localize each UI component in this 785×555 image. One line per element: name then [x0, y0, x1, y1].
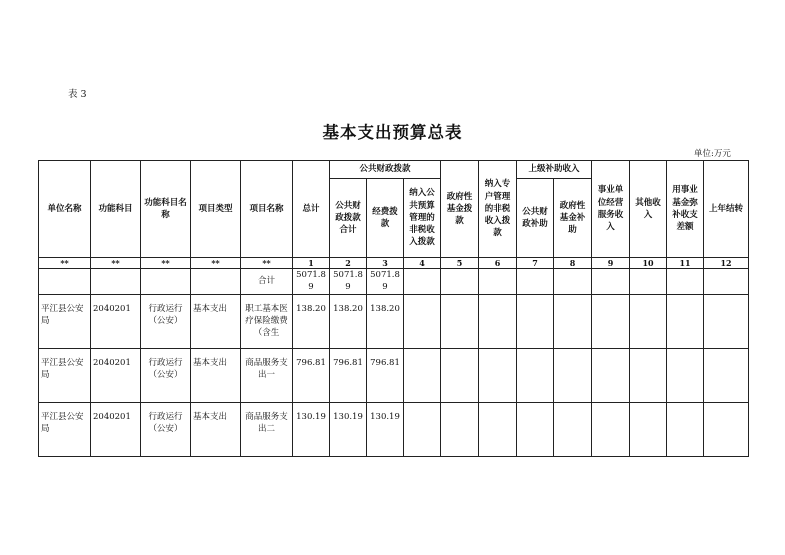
- index-cell: **: [241, 258, 293, 269]
- table-number-label: 表 3: [68, 89, 87, 100]
- empty-cell: [704, 348, 749, 402]
- header-fund-balance: 用事业基金弥补收支差额: [667, 161, 704, 258]
- empty-cell: [404, 294, 441, 348]
- header-superior-subsidy-group: 上级补助收入: [517, 161, 592, 179]
- item-name-cell: [241, 402, 293, 456]
- index-row: [39, 258, 749, 269]
- func-subject-cell: 2040201: [91, 402, 141, 456]
- index-cell: 11: [667, 258, 704, 269]
- empty-cell: [592, 269, 630, 295]
- total-operating-funds: 5071.89: [367, 269, 404, 295]
- empty-cell: [630, 402, 667, 456]
- empty-cell: [517, 269, 554, 295]
- empty-cell: [704, 402, 749, 456]
- func-subject-name-cell: 行政运行（公安）: [141, 294, 191, 348]
- item-type-cell: 基本支出: [191, 402, 241, 456]
- operating-funds-cell: 138.20: [367, 294, 404, 348]
- header-total: 总计: [293, 161, 330, 258]
- header-carryover: 上年结转: [704, 161, 749, 258]
- item-name-text: 职工基本医疗保险缴费（含生: [245, 303, 288, 339]
- total-label: 合计: [241, 269, 293, 295]
- empty-cell: [667, 348, 704, 402]
- empty-cell: [517, 294, 554, 348]
- empty-cell: [704, 269, 749, 295]
- func-subject-name-cell: 行政运行（公安）: [141, 402, 191, 456]
- operating-funds-cell: 130.19: [367, 402, 404, 456]
- empty-cell: [630, 294, 667, 348]
- empty-cell: [191, 269, 241, 295]
- total-value: 5071.89: [293, 269, 330, 295]
- item-type-cell: 基本支出: [191, 348, 241, 402]
- total-cell: 130.19: [293, 402, 330, 456]
- item-name-text: 商品服务支出二: [245, 411, 288, 434]
- total-cell: 138.20: [293, 294, 330, 348]
- header-item-type: 项目类型: [191, 161, 241, 258]
- empty-cell: [554, 269, 592, 295]
- item-name-cell: [241, 348, 293, 402]
- header-unit-name: 单位名称: [39, 161, 91, 258]
- empty-cell: [91, 269, 141, 295]
- empty-cell: [517, 402, 554, 456]
- empty-cell: [630, 348, 667, 402]
- empty-cell: [592, 348, 630, 402]
- func-subject-cell: 2040201: [91, 294, 141, 348]
- index-cell: **: [91, 258, 141, 269]
- empty-cell: [630, 269, 667, 295]
- index-cell: **: [141, 258, 191, 269]
- header-item-name: 项目名称: [241, 161, 293, 258]
- header-other-income: 其他收入: [630, 161, 667, 258]
- empty-cell: [479, 402, 517, 456]
- index-cell: 12: [704, 258, 749, 269]
- unit-name-cell: 平江县公安局: [39, 402, 91, 456]
- empty-cell: [441, 348, 479, 402]
- empty-cell: [554, 402, 592, 456]
- index-cell: 6: [479, 258, 517, 269]
- empty-cell: [667, 294, 704, 348]
- index-cell: **: [39, 258, 91, 269]
- empty-cell: [667, 269, 704, 295]
- table-row: [39, 402, 749, 456]
- empty-cell: [441, 294, 479, 348]
- empty-cell: [479, 294, 517, 348]
- unit-name-cell: 平江县公安局: [39, 348, 91, 402]
- empty-cell: [667, 402, 704, 456]
- empty-cell: [441, 269, 479, 295]
- unit-name-cell: 平江县公安局: [39, 294, 91, 348]
- empty-cell: [441, 402, 479, 456]
- empty-cell: [554, 348, 592, 402]
- empty-cell: [554, 294, 592, 348]
- index-cell: 4: [404, 258, 441, 269]
- header-public-fiscal-group: 公共财政拨款: [330, 161, 441, 179]
- header-row-1: [39, 161, 749, 179]
- public-fiscal-cell: 138.20: [330, 294, 367, 348]
- header-gov-fund: 政府性基金拨款: [441, 161, 479, 258]
- index-cell: 7: [517, 258, 554, 269]
- table-row: [39, 348, 749, 402]
- operating-funds-cell: 796.81: [367, 348, 404, 402]
- index-cell: 3: [367, 258, 404, 269]
- public-fiscal-cell: 130.19: [330, 402, 367, 456]
- header-business-income: 事业单位经营服务收入: [592, 161, 630, 258]
- page-title: 基本支出预算总表: [322, 123, 463, 142]
- index-cell: 2: [330, 258, 367, 269]
- header-special-nontax: 纳入专户管理的非税收入拨款: [479, 161, 517, 258]
- empty-cell: [592, 294, 630, 348]
- empty-cell: [39, 269, 91, 295]
- index-cell: 9: [592, 258, 630, 269]
- empty-cell: [704, 294, 749, 348]
- empty-cell: [479, 348, 517, 402]
- index-cell: 10: [630, 258, 667, 269]
- index-cell: 8: [554, 258, 592, 269]
- empty-cell: [517, 348, 554, 402]
- header-operating-funds: 经费拨款: [367, 179, 404, 258]
- total-cell: 796.81: [293, 348, 330, 402]
- header-gov-fund-subsidy: 政府性基金补助: [554, 179, 592, 258]
- unit-label: 单位:万元: [694, 149, 731, 159]
- item-name-text: 商品服务支出一: [245, 357, 288, 380]
- func-subject-name-cell: 行政运行（公安）: [141, 348, 191, 402]
- empty-cell: [404, 402, 441, 456]
- header-func-subject: 功能科目: [91, 161, 141, 258]
- empty-cell: [141, 269, 191, 295]
- header-public-subsidy: 公共财政补助: [517, 179, 554, 258]
- total-row: [39, 269, 749, 295]
- total-public-fiscal: 5071.89: [330, 269, 367, 295]
- index-cell: **: [191, 258, 241, 269]
- header-public-fiscal-total: 公共财政拨款合计: [330, 179, 367, 258]
- table-row: [39, 294, 749, 348]
- header-nontax-budget: 纳入公共预算管理的非税收入拨款: [404, 179, 441, 258]
- index-cell: 5: [441, 258, 479, 269]
- budget-table: [38, 160, 749, 457]
- empty-cell: [404, 348, 441, 402]
- empty-cell: [479, 269, 517, 295]
- item-type-cell: 基本支出: [191, 294, 241, 348]
- public-fiscal-cell: 796.81: [330, 348, 367, 402]
- item-name-cell: [241, 294, 293, 348]
- empty-cell: [592, 402, 630, 456]
- empty-cell: [404, 269, 441, 295]
- header-func-subject-name: 功能科目名称: [141, 161, 191, 258]
- index-cell: 1: [293, 258, 330, 269]
- func-subject-cell: 2040201: [91, 348, 141, 402]
